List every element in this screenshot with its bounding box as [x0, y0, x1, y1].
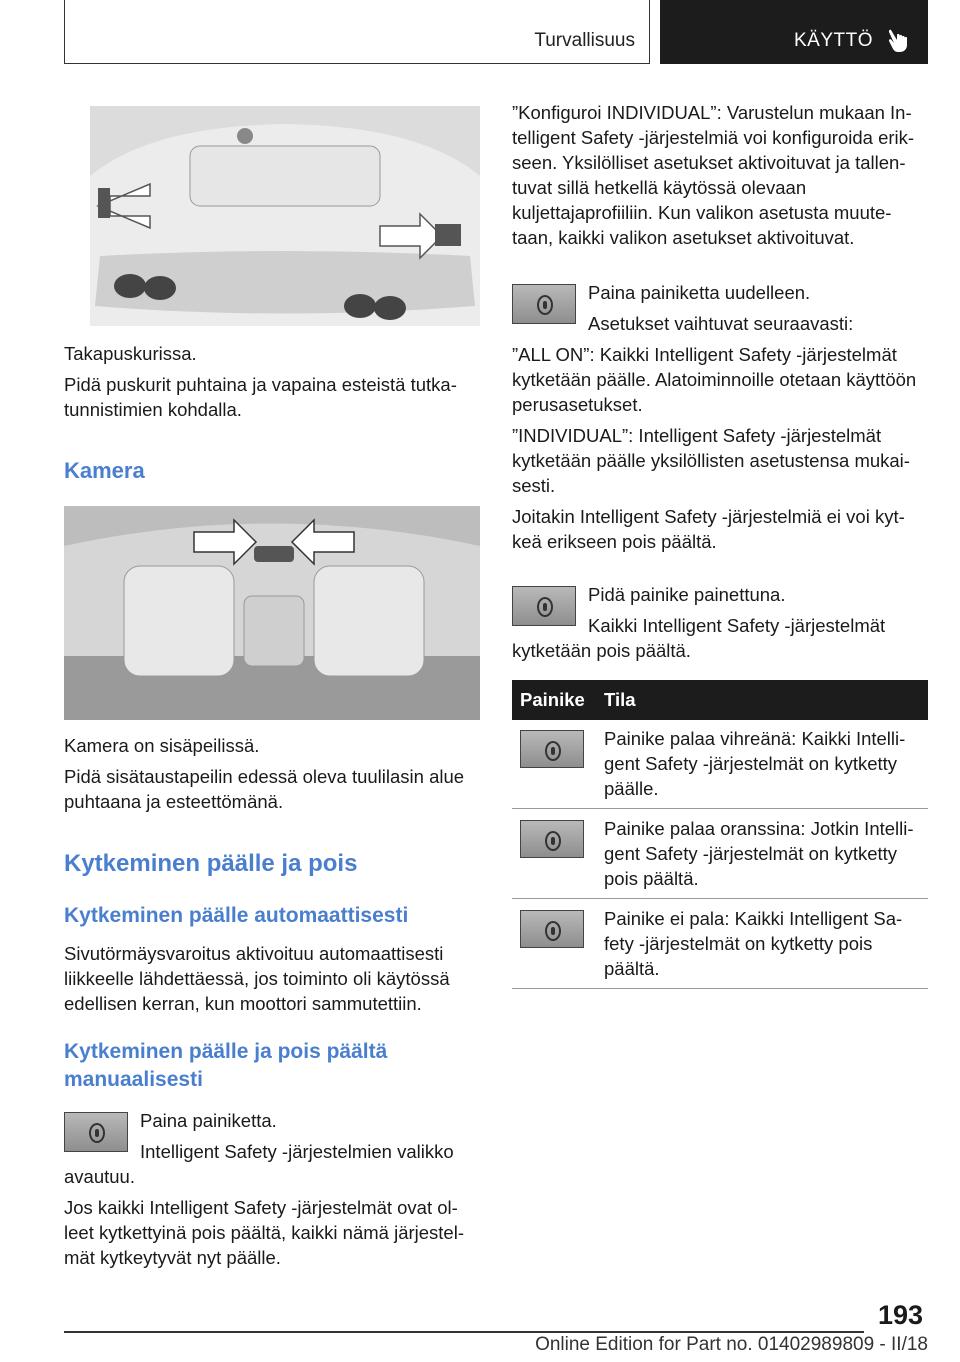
row-text-3: päältä. — [604, 958, 660, 979]
safety-button-image — [512, 284, 576, 324]
camera-interior-image — [64, 506, 480, 720]
footer-edition: Online Edition for Part no. 01402989809 - II/18 — [535, 1334, 928, 1355]
indiv-text-1: ”INDIVIDUAL”: Intelligent Safety -järjestelmät — [512, 425, 882, 446]
safety-button-icon — [545, 741, 561, 761]
row-text-2: gent Safety -järjestelmät on kytketty — [604, 843, 898, 864]
safety-button-icon — [537, 295, 553, 315]
section-title: Turvallisuus — [534, 30, 635, 51]
step1-text: Paina painiketta. — [140, 1110, 277, 1131]
off-text-1: Jos kaikki Intelligent Safety -järjestelmät ovat ol- — [64, 1197, 458, 1218]
safety-button-image — [64, 1112, 128, 1152]
table-col-button: Painike — [520, 689, 585, 710]
step3-result-1: Kaikki Intelligent Safety -järjestelmät — [588, 615, 886, 636]
some-text-1: Joitakin Intelligent Safety -järjestelmiä ei voi kyt- — [512, 506, 905, 527]
page-number: 193 — [878, 1300, 924, 1330]
table-header — [512, 680, 928, 720]
rear-bumper-illustration — [90, 106, 480, 326]
rear-bumper-image — [90, 106, 480, 326]
step2-text: Paina painiketta uudelleen. — [588, 282, 811, 303]
section-tab — [64, 0, 650, 64]
camera-text-2: puhtaana ja esteettömänä. — [64, 791, 284, 812]
table-row — [512, 810, 928, 899]
row-text-1: Painike palaa oranssina: Jotkin Intelli- — [604, 818, 914, 839]
row-text-1: Painike ei pala: Kaikki Intelligent Sa- — [604, 908, 903, 929]
heading-manual-2: manuaalisesti — [64, 1068, 203, 1091]
row-text-2: gent Safety -järjestelmät on kytketty — [604, 753, 898, 774]
row-text-3: päälle. — [604, 778, 659, 799]
heading-kamera: Kamera — [64, 458, 145, 483]
safety-button-image — [520, 730, 584, 768]
heading-auto: Kytkeminen päälle automaattisesti — [64, 904, 409, 927]
page-header — [64, 0, 928, 64]
table-col-state: Tila — [604, 689, 636, 710]
pointing-hand-icon — [885, 26, 913, 54]
chapter-tab — [660, 0, 928, 64]
step3-result-2: kytketään pois päältä. — [512, 640, 691, 661]
config-text-4: tuvat sillä hetkellä käytössä olevaan — [512, 177, 807, 198]
config-text-5: kuljettajaprofiiliin. Kun valikon asetusta muute- — [512, 202, 892, 223]
table-row — [512, 720, 928, 809]
config-text-2: telligent Safety -järjestelmiä voi konfiguroida erik- — [512, 127, 915, 148]
row-text-3: pois päältä. — [604, 868, 699, 889]
heading-switch: Kytkeminen päälle ja pois — [64, 850, 358, 877]
camera-caption: Kamera on sisäpeilissä. — [64, 735, 260, 756]
safety-button-icon — [537, 597, 553, 617]
safety-button-icon — [545, 921, 561, 941]
config-text-6: taan, kaikki valikon asetukset aktivoituvat. — [512, 227, 855, 248]
bumper-text-2: tunnistimien kohdalla. — [64, 399, 242, 420]
footer-divider — [64, 1331, 864, 1333]
auto-text-2: liikkeelle lähdettäessä, jos toiminto oli käytössä — [64, 968, 450, 989]
safety-button-image — [520, 910, 584, 948]
off-text-2: leet kytkettyinä pois päältä, kaikki nämä järjestel- — [64, 1222, 464, 1243]
allon-text-1: ”ALL ON”: Kaikki Intelligent Safety -järjestelmät — [512, 344, 897, 365]
some-text-2: keä erikseen pois päältä. — [512, 531, 717, 552]
step1-result-1: Intelligent Safety -järjestelmien valikko — [140, 1141, 454, 1162]
bumper-caption: Takapuskurissa. — [64, 343, 197, 364]
table-row — [512, 900, 928, 989]
config-text-3: seen. Yksilölliset asetukset aktivoituvat ja tallen- — [512, 152, 906, 173]
off-text-3: mät kytkeytyvät nyt päälle. — [64, 1247, 281, 1268]
camera-text-1: Pidä sisätaustapeilin edessä oleva tuulilasin alue — [64, 766, 465, 787]
bumper-text-1: Pidä puskurit puhtaina ja vapaina esteistä tutka- — [64, 374, 457, 395]
config-text-1: ”Konfiguroi INDIVIDUAL”: Varustelun mukaan In- — [512, 102, 912, 123]
auto-text-3: edellisen kerran, kun moottori sammutettiin. — [64, 993, 422, 1014]
safety-button-icon — [89, 1123, 105, 1143]
step2-result: Asetukset vaihtuvat seuraavasti: — [588, 313, 854, 334]
auto-text-1: Sivutörmäysvaroitus aktivoituu automaattisesti — [64, 943, 444, 964]
indiv-text-2: kytketään päälle yksilöllisten asetustensa mukai- — [512, 450, 910, 471]
indiv-text-3: sesti. — [512, 475, 556, 496]
step1-result-2: avautuu. — [64, 1166, 135, 1187]
allon-text-3: perusasetukset. — [512, 394, 643, 415]
camera-interior-illustration — [64, 506, 480, 720]
row-text-2: fety -järjestelmät on kytketty pois — [604, 933, 873, 954]
chapter-title: KÄYTTÖ — [794, 30, 874, 51]
row-text-1: Painike palaa vihreänä: Kaikki Intelli- — [604, 728, 906, 749]
step3-text: Pidä painike painettuna. — [588, 584, 786, 605]
safety-button-image — [512, 586, 576, 626]
allon-text-2: kytketään päälle. Alatoiminnoille otetaan käyttöön — [512, 369, 917, 390]
safety-button-icon — [545, 831, 561, 851]
safety-button-image — [520, 820, 584, 858]
heading-manual-1: Kytkeminen päälle ja pois päältä — [64, 1040, 388, 1063]
